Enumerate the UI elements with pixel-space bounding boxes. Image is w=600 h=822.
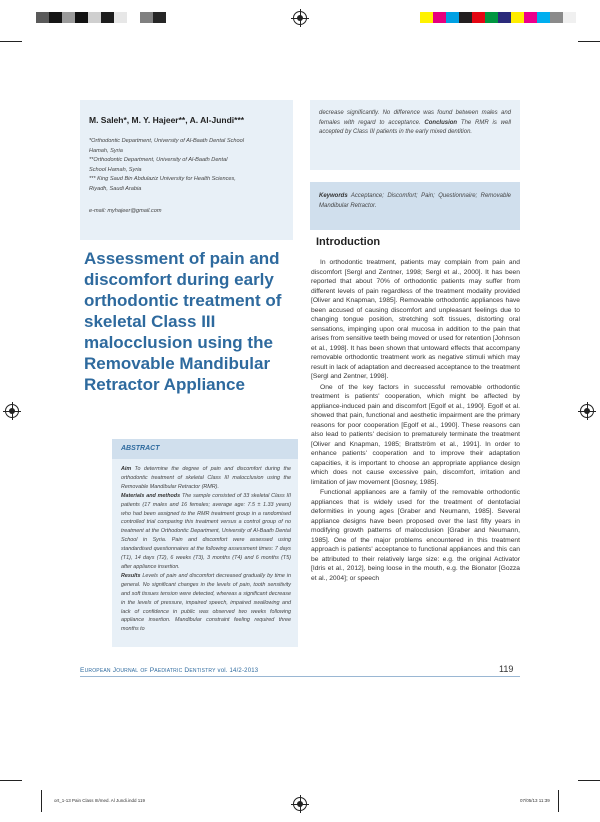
conclusion-label: Conclusion xyxy=(424,119,458,126)
contact-email: e-mail: myhajeer@gmail.com xyxy=(89,208,162,214)
intro-paragraph: Functional appliances are a family of the removable orthodontic appliances that is widely used for the treatment of dentofacial deformities in young ages [Graber and Neumann, 1985]. Several appliance designs have been proposed over the last fifty years in modifying growth patterns of malocclusion [Graber and Neumann, 1985]. One of the major problems encountered in this treatment approach is patients' acceptance to functional appliances and this can be attributed to their relatively large size: e.g. the original Activator [Idris et al., 2012], being loose in the mouth, e.g. the Bionator [Gozza et al., 2004]; or speech xyxy=(311,489,520,582)
abstract-box xyxy=(112,439,298,647)
affiliation-line: Riyadh, Saudi Arabia xyxy=(89,185,142,192)
keywords xyxy=(319,192,511,211)
abstract-continuation xyxy=(319,109,511,138)
print-slug-date: 07/05/13 11:39 xyxy=(520,798,550,803)
abstract-continuation-box xyxy=(310,100,520,170)
abstract-heading: ABSTRACT xyxy=(112,439,298,459)
color-calibration-bar xyxy=(420,12,576,23)
results-label: Results xyxy=(121,572,141,579)
keywords-text: Acceptance; Discomfort; Pain; Questionnaire; Removable Mandibular Retractor. xyxy=(319,193,511,209)
calibration-swatch xyxy=(140,12,153,23)
methods-text: The sample consisted of 33 skeletal Class III patients (17 males and 16 females; average age: 7.5 ± 1.33 years) who had been assigned to the RMR treatment group in a randomised controlled trial comparing this treatment versus a control group of no treatment at the Orthodontic Department, University of Al-Baath Dental School in Syria. Pain and discomfort were assessed using standardised questionnaires at the following assessment times: 7 days (T1), 14 days (T2), 6 weeks (T3), 3 months (T4) and 6 months (T5) after appliance insertion. xyxy=(121,492,291,570)
grayscale-calibration-bar xyxy=(36,12,166,23)
aim-label: Aim xyxy=(121,466,132,472)
affiliation-line: School Hamah, Syria xyxy=(89,166,142,173)
journal-name: European Journal of Paediatric Dentistry xyxy=(80,667,216,674)
calibration-swatch xyxy=(127,12,140,23)
affiliation-list xyxy=(89,137,285,194)
calibration-swatch xyxy=(88,12,101,23)
affiliation-line: **Orthodontic Department, University of Al-Baath Dental xyxy=(89,157,228,163)
aim-text: To determine the degree of pain and discomfort during the orthodontic treatment of skeletal Class III malocclusion using the Removable Mandibular Retractor (RMR). xyxy=(121,466,291,490)
article-title: Assessment of pain and discomfort during early orthodontic treatment of skeletal Class III malocclusion using the Removable Mandibular Retractor Appliance xyxy=(84,249,282,394)
intro-paragraph: In orthodontic treatment, patients may complain from pain and discomfort [Sergl and Zentner, 1998; Sergl et al., 2000]. It has been reported that about 70% of orthodontic patients may suffer from different levels of pain regardless of the treatment modality provided [Oliver and Knapman, 1985]. Removable orthodontic appliances have been accused of causing discomfort and unpleasant feelings due to changing tongue position, stretching soft tissues, distorting oral sensations, impinging upon oral mucosa in addition to the pain that arises from sensitive teeth being moved or used for retention [Johnson et al., 1998]. It has been shown that untoward effects that accompany removable orthodontic treatment work as negative stimuli which may result in lack of adaptation and decreased acceptance to the treatment [Sergl and Zentner, 1998]. xyxy=(311,259,520,380)
page-number: 119 xyxy=(499,664,514,674)
introduction-body xyxy=(311,258,520,584)
author-panel xyxy=(80,100,293,240)
crop-mark xyxy=(558,790,559,812)
journal-issue: vol. 14/2-2013 xyxy=(215,668,259,674)
calibration-swatch xyxy=(524,12,537,23)
abstract-methods xyxy=(121,492,291,572)
calibration-swatch xyxy=(511,12,524,23)
registration-mark-icon xyxy=(580,404,594,418)
calibration-swatch xyxy=(446,12,459,23)
keywords-box xyxy=(310,182,520,230)
calibration-swatch xyxy=(36,12,49,23)
results-text: Levels of pain and discomfort decreased gradually by time in general. No significant changes in the levels of pain, tooth sensitivity and soft tissues tension were detected, whereas a significant decrease in the levels of pressure, impaired speech, impaired swallowing and lack of confidence in public was observed two weeks following appliance insertion. Mandibular constraint feeling required three months to xyxy=(121,572,291,633)
affiliation-line: Hamah, Syria xyxy=(89,147,123,154)
registration-mark-icon xyxy=(293,11,307,25)
keywords-label: Keywords xyxy=(319,193,348,199)
conclusion-text: The RMR is well accepted by Class III patients in the early mixed dentition. xyxy=(319,119,511,135)
crop-mark xyxy=(0,780,22,781)
calibration-swatch xyxy=(537,12,550,23)
calibration-swatch xyxy=(433,12,446,23)
calibration-swatch xyxy=(75,12,88,23)
affiliation-line: *Orthodontic Department, University of Al-Baath Dental School xyxy=(89,138,244,144)
calibration-swatch xyxy=(101,12,114,23)
abstract-body xyxy=(112,459,298,634)
calibration-swatch xyxy=(485,12,498,23)
calibration-swatch xyxy=(550,12,563,23)
conclusion-panel xyxy=(310,100,520,230)
calibration-swatch xyxy=(49,12,62,23)
registration-mark-icon xyxy=(5,404,19,418)
abstract-results xyxy=(121,572,291,634)
calibration-swatch xyxy=(153,12,166,23)
crop-mark xyxy=(41,790,42,812)
results-continuation-text: decrease significantly. No difference was found between males and females with regard to acceptance. xyxy=(319,110,511,126)
abstract-aim xyxy=(121,465,291,492)
methods-label: Materials and methods xyxy=(121,492,181,499)
registration-mark-icon xyxy=(293,797,307,811)
calibration-swatch xyxy=(62,12,75,23)
crop-mark xyxy=(578,41,600,42)
footer-rule xyxy=(80,676,520,677)
intro-paragraph: One of the key factors in successful removable orthodontic treatment is patients' cooperation, which might be affected by appliance-induced pain and discomfort [Egolf et al., 1990]. Egolf et al. showed that pain, functional and aesthetic impairment are the primary reasons for poor cooperation [Egolf et al., 1990]. These reasons can also lead to patients' decision to prematurely terminate the treatment [Oliver and Knapman, 1985; Brattström et al., 1991]. In order to enhance patients' cooperation and to improve their adaptation capacities, it is important to choose an appropriate appliance design which does not cause excessive pain, discomfort, irritation and limitation of jaw movement [Gosney, 1985]. xyxy=(311,383,520,486)
author-list: M. Saleh*, M. Y. Hajeer**, A. Al-Jundi*** xyxy=(89,115,245,125)
journal-footer xyxy=(80,667,258,674)
affiliation-line: *** King Saud Bin Abdulaziz University for Health Sciences, xyxy=(89,176,236,182)
calibration-swatch xyxy=(459,12,472,23)
crop-mark xyxy=(578,780,600,781)
calibration-swatch xyxy=(114,12,127,23)
calibration-swatch xyxy=(420,12,433,23)
crop-mark xyxy=(0,41,22,42)
introduction-heading: Introduction xyxy=(316,236,381,248)
print-slug-filename: ort_1-13 Pain Class III/med. Al Jundi.indd 119 xyxy=(54,798,145,803)
calibration-swatch xyxy=(498,12,511,23)
calibration-swatch xyxy=(472,12,485,23)
calibration-swatch xyxy=(563,12,576,23)
